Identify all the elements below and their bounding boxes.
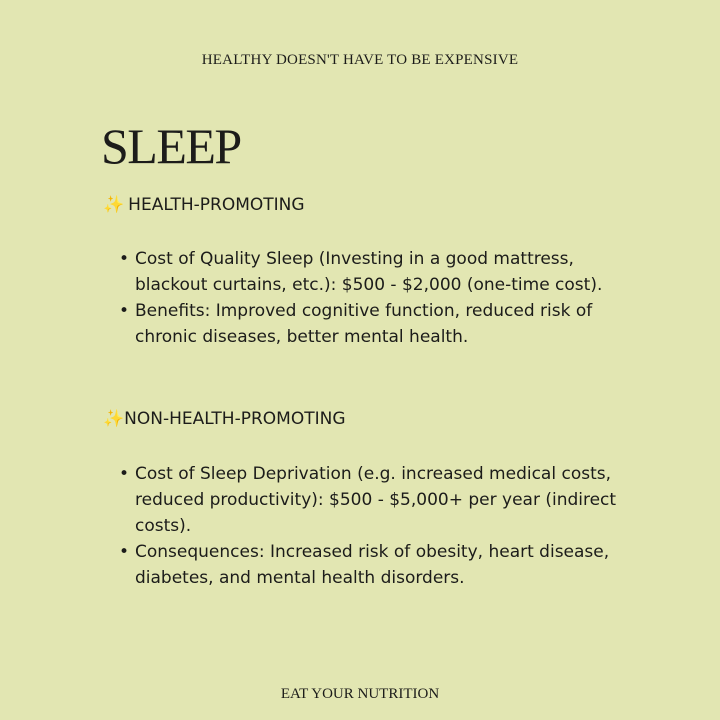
list-item: • Cost of Sleep Deprivation (e.g. increased medical costs, reduced productivity): $500 - $5,000+ per year (indirect costs). xyxy=(135,461,635,539)
health-promoting-list xyxy=(135,246,635,350)
sparkle-icon: ✨ xyxy=(103,195,125,215)
sparkle-icon: ✨ xyxy=(103,409,125,429)
list-item: • Benefits: Improved cognitive function, reduced risk of chronic diseases, better mental health. xyxy=(135,298,635,350)
list-item: • Consequences: Increased risk of obesity, heart disease, diabetes, and mental health disorders. xyxy=(135,539,635,591)
header-tagline: HEALTHY DOESN'T HAVE TO BE EXPENSIVE xyxy=(201,52,519,68)
section-label-health-promoting xyxy=(103,195,305,215)
section-label-text: NON-HEALTH-PROMOTING xyxy=(124,409,346,429)
page-title: SLEEP xyxy=(101,118,241,174)
section-label-non-health-promoting xyxy=(103,409,346,429)
footer-brand: EAT YOUR NUTRITION xyxy=(280,686,440,702)
non-health-promoting-list xyxy=(135,461,635,591)
section-label-text: HEALTH-PROMOTING xyxy=(128,195,305,215)
list-item: • Cost of Quality Sleep (Investing in a good mattress, blackout curtains, etc.): $500 - $2,000 (one-time cost). xyxy=(135,246,635,298)
